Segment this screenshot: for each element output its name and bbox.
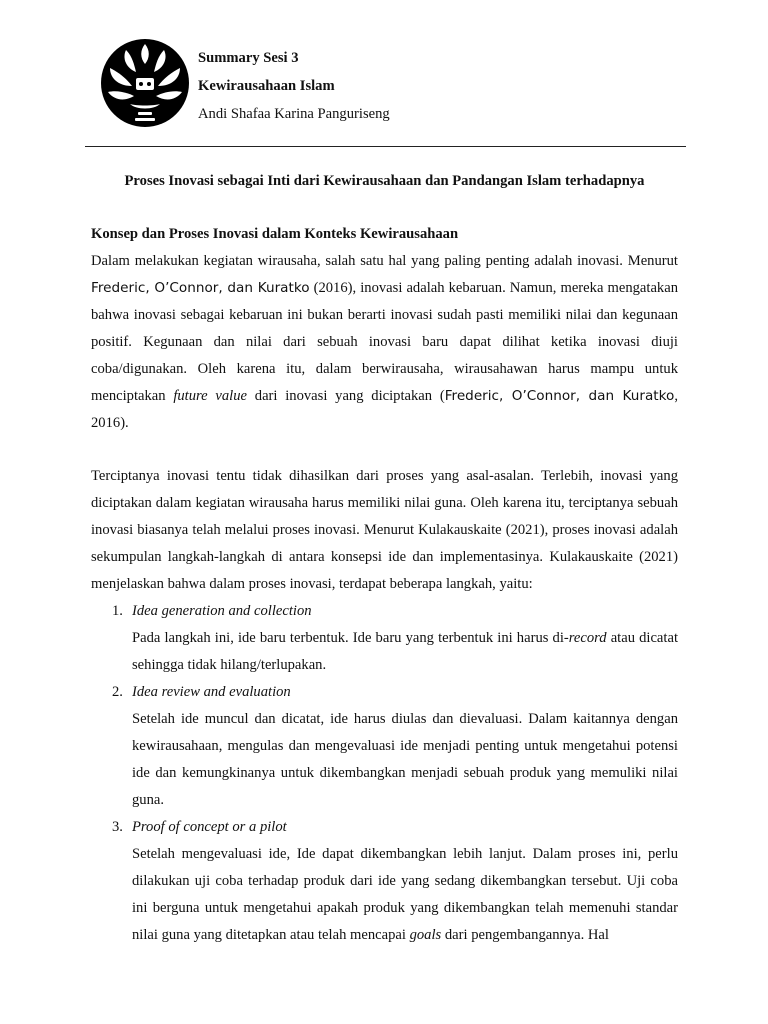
process-steps-list [91,598,678,949]
paragraph-2: Terciptanya inovasi tentu tidak dihasilkan dari proses yang asal-asalan. Terlebih, inovasi yang diciptakan dalam kegiatan wirausaha harus memiliki nilai guna. Oleh karena itu, terciptanya sebuah inovasi biasanya telah melalui proses inovasi. Menurut Kulakauskaite (2021), proses inovasi adalah sekumpulan langkah-langkah di antara konsepsi ide dan implementasinya. Kulakauskaite (2021) menjelaskan bahwa dalam proses inovasi, terdapat beberapa langkah, yaitu: [91,468,678,592]
document-title: Proses Inovasi sebagai Inti dari Kewirausahaan dan Pandangan Islam terhadapnya [124,173,645,189]
header-divider [85,146,686,147]
citation: Frederic, O’Connor, dan Kuratko [91,280,310,296]
header-text [198,44,390,128]
list-item-body: Pada langkah ini, ide baru terbentuk. Ide baru yang terbentuk ini harus di-record atau dicatat sehingga tidak hilang/terlupakan. [132,630,678,673]
header-session: Summary Sesi 3 [198,50,299,66]
list-item [91,598,678,679]
list-number: 1. [112,603,123,619]
citation: Frederic, O’Connor, dan Kuratko [444,388,675,404]
list-item-title: Idea review and evaluation [132,684,291,700]
list-item-body: Setelah mengevaluasi ide, Ide dapat dikembangkan lebih lanjut. Dalam proses ini, perlu dilakukan uji coba terhadap produk dari ide yang sedang dikembangkan tersebut. Uji coba ini berguna untuk mengetahui apakah produk yang dikembangkan telah memenuhi standar nilai guna yang ditetapkan atau telah mencapai goals dari pengembangannya. Hal [132,846,678,943]
list-number: 2. [112,684,123,700]
document-header [100,38,690,128]
section-title: Konsep dan Proses Inovasi dalam Konteks Kewirausahaan [91,226,459,242]
list-item [91,814,678,949]
emphasis: future value [173,388,248,404]
list-item-title: Proof of concept or a pilot [132,819,287,835]
university-logo [100,38,190,128]
header-course: Kewirausahaan Islam [198,78,335,94]
list-item [91,679,678,814]
paragraph-1: Dalam melakukan kegiatan wirausaha, salah satu hal yang paling penting adalah inovasi. Menurut Frederic, O’Connor, dan Kuratko (2016), inovasi adalah kebaruan. Namun, mereka mengatakan bahwa inovasi sebagai kebaruan ini bukan berarti inovasi sudah pasti memiliki nilai dan kegunaan positif. Kegunaan dan nilai dari sebuah inovasi baru dapat dilihat ketika inovasi diuji coba/digunakan. Oleh karena itu, dalam berwirausaha, wirausahawan harus mampu untuk menciptakan future value dari inovasi yang diciptakan (Frederic, O’Connor, dan Kuratko, 2016). [91,253,678,431]
header-author: Andi Shafaa Karina Panguriseng [198,106,390,122]
list-item-title: Idea generation and collection [132,603,312,619]
document-body [91,168,678,949]
list-number: 3. [112,819,123,835]
list-item-body: Setelah ide muncul dan dicatat, ide harus diulas dan dievaluasi. Dalam kaitannya dengan kewirausahaan, mengulas dan mengevaluasi ide menjadi penting untuk mengetahui potensi ide dan kemungkinanya untuk dikembangkan menjadi sebuah produk yang memuliki nilai guna. [132,711,678,808]
